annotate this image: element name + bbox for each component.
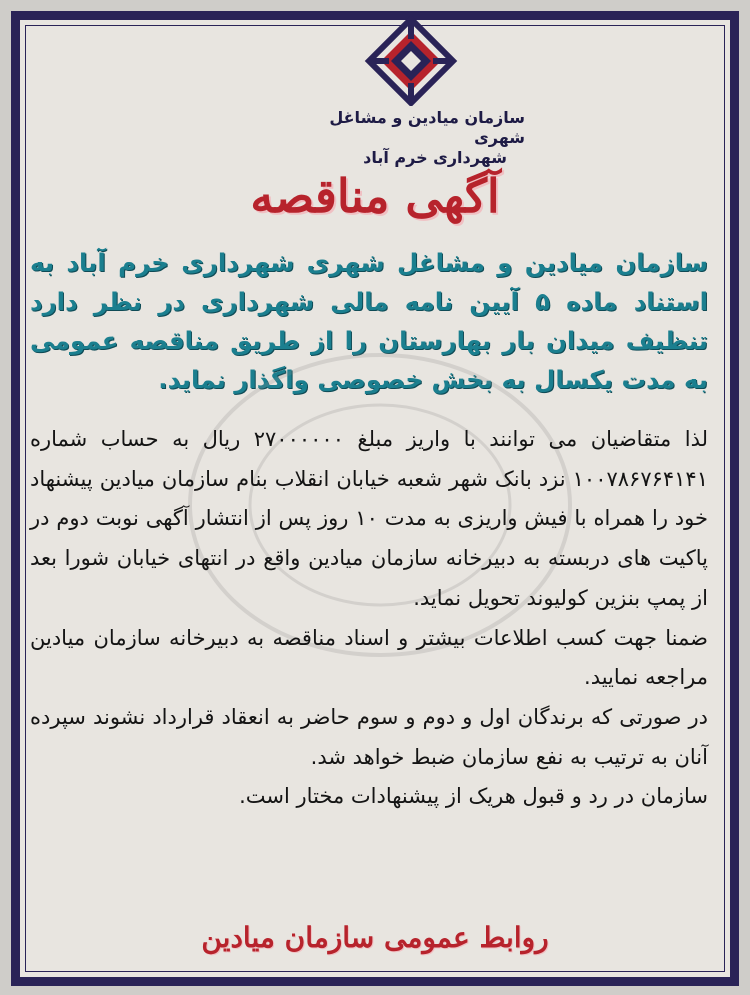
- body-paragraph: ضمنا جهت کسب اطلاعات بیشتر و اسناد مناقصه به دبیرخانه سازمان میادین مراجعه نمایید.: [30, 625, 708, 690]
- signature-public-relations: روابط عمومی سازمان میادین: [201, 921, 549, 954]
- municipal-emblem-icon: [355, 16, 467, 106]
- lead-paragraph: سازمان میادین و مشاغل شهری شهرداری خرم آباد به استناد ماده ۵ آیین نامه مالی شهرداری در نظر دارد تنظیف میدان بار بهارستان را از طریق مناقصه عمومی به مدت یکسال به بخش خصوصی واگذار نماید.: [30, 248, 708, 394]
- body-paragraph: در صورتی که برندگان اول و دوم و سوم حاضر به انعقاد قرارداد نشوند سپرده آنان به ترتیب به نفع سازمان ضبط خواهد شد.: [30, 704, 708, 769]
- org-line-2: شهرداری خرم آباد: [363, 148, 507, 167]
- ad-title: آگهی مناقصه: [250, 169, 500, 223]
- org-line-1: سازمان میادین و مشاغل شهری: [329, 108, 525, 147]
- body-paragraph: لذا متقاضیان می توانند با واریز مبلغ ۲۷۰۰۰۰۰۰ ریال به حساب شماره ۱۰۰۷۸۶۷۶۴۱۴۱ نزد بانک شهر شعبه خیابان انقلاب بنام سازمان میادین پیشنهاد خود را همراه با فیش واریزی به مدت ۱۰ روز پس از انتشار آگهی نوبت دوم در پاکیت های دربسته به دبیرخانه سازمان میادین واقع در انتهای خیابان شورا بعد از پمپ بنزین کولیوند تحویل نماید.: [30, 427, 708, 610]
- ad-body: [30, 420, 708, 817]
- organization-name: [285, 108, 525, 168]
- body-paragraph: سازمان در رد و قبول هریک از پیشنهادات مختار است.: [239, 784, 708, 809]
